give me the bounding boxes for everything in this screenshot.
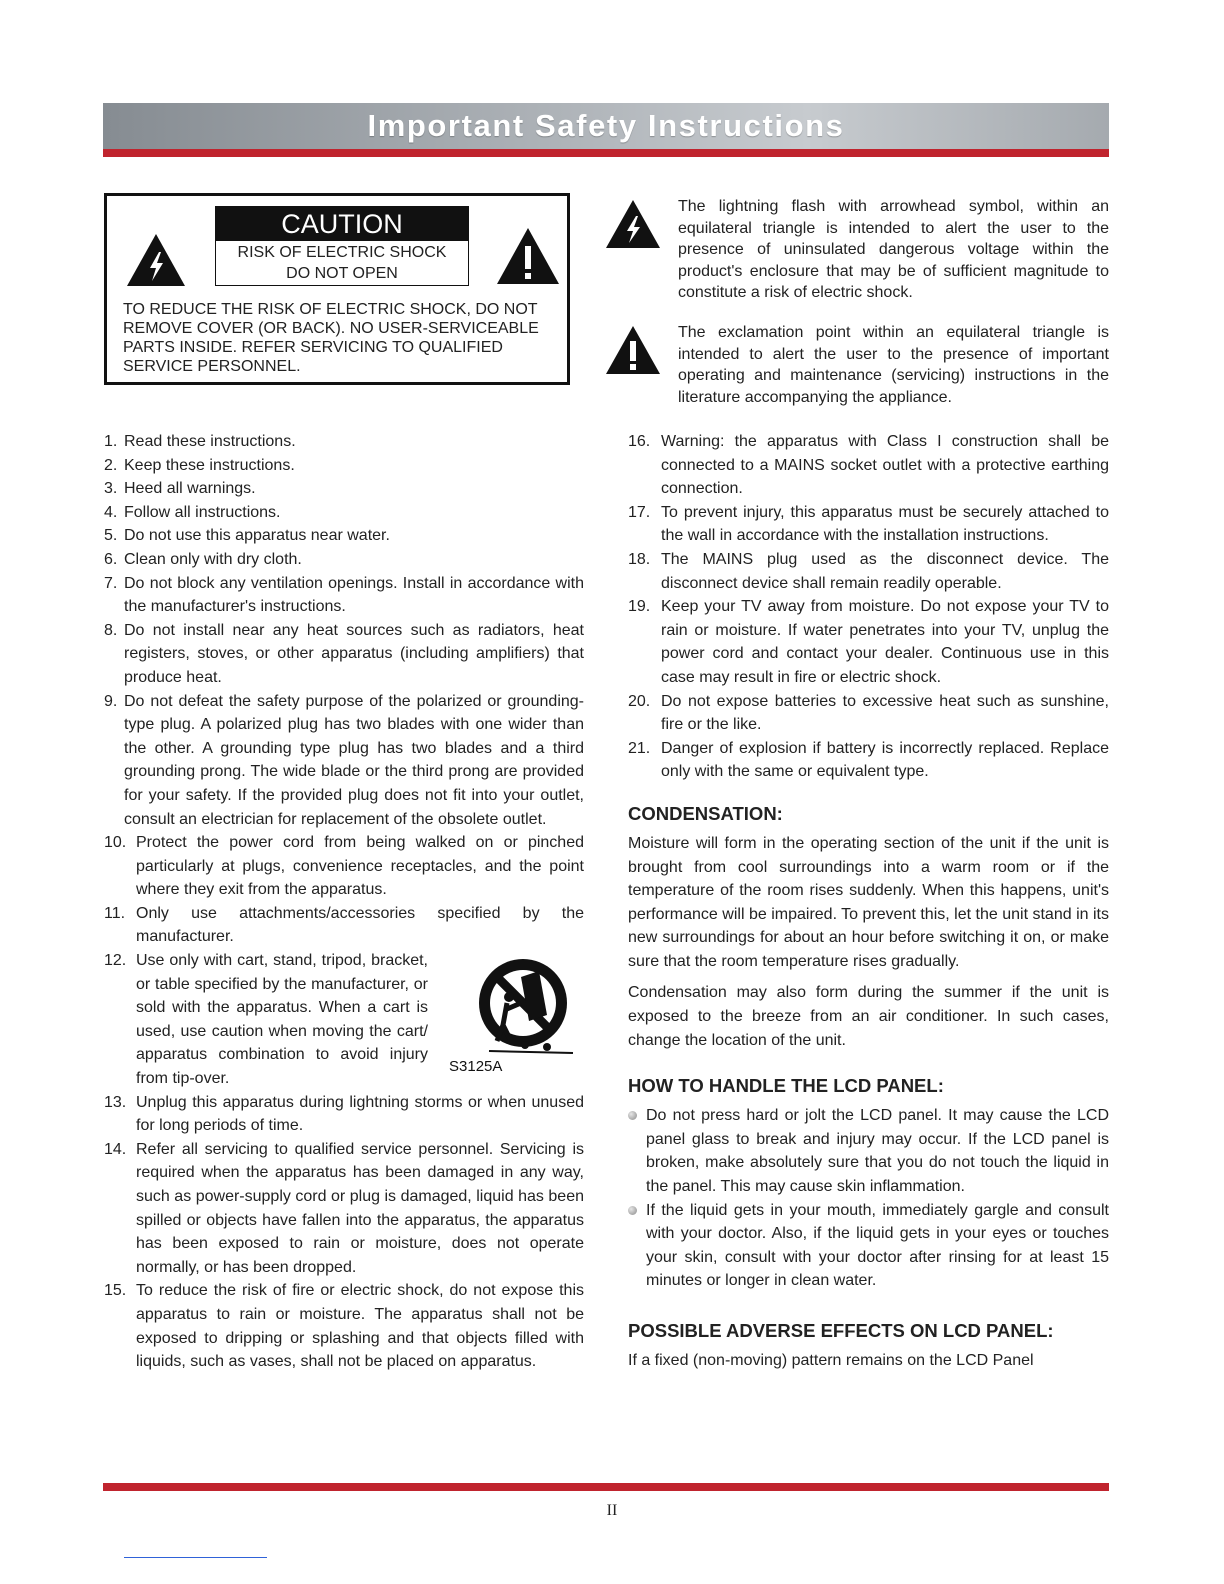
exclamation-symbol-explanation [604, 322, 1109, 412]
item-text: Read these instructions. [124, 433, 296, 450]
item-number: 4. [104, 503, 118, 521]
exclamation-symbol-text: The exclamation point within an equilateral triangle is intended to alert the user to the presence of important operating and maintenance (servicing) instructions in the literature accompanying the appliance. [678, 324, 1109, 406]
item-text: Unplug this apparatus during lightning storms or when unused for long periods of time. [136, 1093, 584, 1135]
item-text: Do not install near any heat sources such as radiators, heat registers, stoves, or other apparatus (including amplifiers) that produce heat. [124, 621, 584, 686]
list-item [628, 548, 1109, 595]
list-item [628, 690, 1109, 737]
item-number: 3. [104, 480, 118, 498]
item-text: Warning: the apparatus with Class I construction shall be connected to a MAINS socket outlet with a protective earthing connection. [661, 433, 1109, 498]
top-red-rule [103, 149, 1109, 157]
bullet-text: Do not press hard or jolt the LCD panel. It may cause the LCD panel glass to break and injury may occur. If the LCD panel is broken, make absolutely sure that you do not touch the liquid in the panel. This may cause skin inflammation. [646, 1107, 1109, 1196]
lcd-bullet-item [628, 1104, 1109, 1198]
item-text: Clean only with dry cloth. [124, 550, 302, 568]
instructions-left-column [104, 430, 584, 1374]
list-item [104, 548, 584, 572]
exclamation-triangle-icon [604, 324, 662, 376]
condensation-heading: CONDENSATION: [628, 802, 783, 824]
item-text: Do not defeat the safety purpose of the polarized or grounding-type plug. A polarized plug has two blades with one wider than the other. A grounding type plug has two blades and a third grounding prong. The wide blade or the third prong are provided for your safety. If the provided plug does not fit into your outlet, consult an electrician for replacement of the obsolete outlet. [124, 692, 584, 828]
list-item [628, 430, 1109, 501]
list-item [104, 454, 584, 478]
bullet-text: If the liquid gets in your mouth, immediately gargle and consult with your doctor. Also, if the liquid gets in your eyes or touches your skin, consult with your doctor after rinsing for at least 15 minutes or longer in clean water. [646, 1201, 1109, 1290]
list-item [104, 1138, 584, 1280]
bullet-icon [628, 1111, 637, 1120]
section-banner [103, 103, 1109, 149]
lcd-handling-heading: HOW TO HANDLE THE LCD PANEL: [628, 1075, 944, 1097]
item-number: 13. [104, 1093, 127, 1111]
caution-title: CAUTION [216, 207, 468, 241]
caution-subtitle-line: DO NOT OPEN [286, 265, 398, 282]
item-number: 1. [104, 433, 118, 450]
list-item [628, 595, 1109, 689]
list-item [104, 1091, 584, 1138]
lightning-warning-icon [125, 232, 187, 288]
lightning-triangle-icon [604, 198, 662, 250]
caution-subtitle-line: RISK OF ELECTRIC SHOCK [237, 244, 447, 261]
list-item [628, 737, 1109, 784]
list-item [628, 501, 1109, 548]
item-text: To reduce the risk of fire or electric shock, do not expose this apparatus to rain or moisture. The apparatus shall not be exposed to dripping or splashing and that objects filled with liquids, such as vases, shall not be placed on apparatus. [136, 1282, 584, 1371]
instructions-right-column [628, 430, 1109, 1373]
list-item [104, 430, 584, 454]
item-number: 6. [104, 550, 118, 568]
item-text: Only use attachments/accessories specified by the manufacturer. [136, 904, 584, 946]
item-number: 21. [628, 739, 651, 757]
item-text: Keep these instructions. [124, 456, 295, 474]
item-number: 2. [104, 456, 118, 474]
caution-text-line: TO REDUCE THE RISK OF ELECTRIC SHOCK, DO NOT [123, 301, 538, 318]
adverse-effects-heading: POSSIBLE ADVERSE EFFECTS ON LCD PANEL: [628, 1320, 1054, 1341]
item-text: Danger of explosion if battery is incorrectly replaced. Replace only with the same or equivalent type. [661, 739, 1109, 781]
list-item [104, 572, 584, 619]
caution-text-line: PARTS INSIDE. REFER SERVICING TO QUALIFIED [123, 339, 503, 356]
tipover-label: S3125A [449, 1058, 503, 1076]
item-text: Use only with cart, stand, tripod, bracket, or table specified by the manufacturer, or sold with the apparatus. When a cart is used, use caution when moving the cart/ apparatus combination to avoid injury from tip-over. [136, 952, 428, 1088]
condensation-paragraph: Moisture will form in the operating section of the unit if the unit is brought from cool surroundings into a warm room or if the temperature of the room rises suddenly. When this happens, unit's performance will be impaired. To prevent this, let the unit stand in its new surroundings for about an hour before switching it on, or make sure that the room temperature rises gradually. [628, 834, 1109, 970]
item-number: 8. [104, 621, 118, 639]
item-number: 14. [104, 1140, 127, 1158]
page-number: II [606, 1502, 618, 1519]
lcd-bullet-item [628, 1199, 1109, 1293]
item-number: 18. [628, 550, 651, 568]
lightning-symbol-text: The lightning flash with arrowhead symbol, within an equilateral triangle is intended to alert the user to the presence of uninsulated dangerous voltage within the product's enclosure that may be of sufficient magnitude to constitute a risk of electric shock. [678, 198, 1109, 301]
item-text: Do not block any ventilation openings. Install in accordance with the manufacturer's instructions. [124, 574, 584, 616]
item-text: To prevent injury, this apparatus must be securely attached to the wall in accordance with the installation instructions. [661, 503, 1109, 545]
list-item [104, 524, 584, 548]
item-number: 10. [104, 834, 127, 852]
list-item [104, 477, 584, 501]
item-text: The MAINS plug used as the disconnect device. The disconnect device shall remain readily operable. [661, 550, 1109, 592]
condensation-paragraph: Condensation may also form during the summer if the unit is exposed to the breeze from an air conditioner. In such cases, change the location of the unit. [628, 984, 1109, 1049]
item-number: 19. [628, 598, 651, 616]
list-item [104, 831, 584, 902]
list-item [104, 902, 584, 949]
caution-text-line: SERVICE PERSONNEL. [123, 358, 301, 375]
caution-text [123, 300, 559, 376]
list-item [104, 690, 584, 832]
item-number: 12. [104, 952, 127, 970]
bullet-icon [628, 1206, 637, 1215]
adverse-effects-text: If a fixed (non-moving) pattern remains on the LCD Panel [628, 1352, 1034, 1369]
page-title: Important Safety Instructions [367, 108, 845, 143]
item-number: 17. [628, 503, 651, 521]
list-item [104, 501, 584, 525]
bottom-red-rule [103, 1483, 1109, 1491]
item-number: 11. [104, 904, 126, 922]
item-number: 5. [104, 527, 118, 545]
item-text: Follow all instructions. [124, 503, 281, 521]
item-number: 15. [104, 1282, 127, 1300]
cart-tip-over-warning-icon [449, 949, 589, 1077]
item-text: Protect the power cord from being walked on or pinched particularly at plugs, convenience receptacles, and the point where they exit from the apparatus. [136, 834, 584, 899]
footer-blue-line [124, 1557, 267, 1558]
lightning-symbol-explanation [604, 196, 1109, 306]
item-number: 20. [628, 692, 651, 710]
item-number: 16. [628, 433, 651, 450]
item-text: Keep your TV away from moisture. Do not expose your TV to rain or moisture. If water penetrates into your TV, unplug the power cord and contact your dealer. Continuous use in this case may result in fire or electric shock. [661, 598, 1109, 686]
caution-box [104, 193, 570, 385]
list-item [104, 1279, 584, 1373]
exclamation-warning-icon [495, 226, 561, 286]
item-text: Do not use this apparatus near water. [124, 527, 390, 545]
caution-label [215, 206, 469, 286]
item-number: 7. [104, 574, 118, 592]
list-item [104, 949, 584, 1091]
item-text: Heed all warnings. [124, 480, 256, 498]
item-number: 9. [104, 692, 118, 710]
list-item [104, 619, 584, 690]
item-text: Refer all servicing to qualified service personnel. Servicing is required when the apparatus has been damaged in any way, such as power-supply cord or plug is damaged, liquid has been spilled or objects have fallen into the apparatus, the apparatus has been exposed to rain or moisture, does not operate normally, or has been dropped. [136, 1140, 584, 1276]
caution-text-line: REMOVE COVER (OR BACK). NO USER-SERVICEABLE [123, 320, 539, 337]
item-text: Do not expose batteries to excessive heat such as sunshine, fire or the like. [661, 692, 1109, 734]
